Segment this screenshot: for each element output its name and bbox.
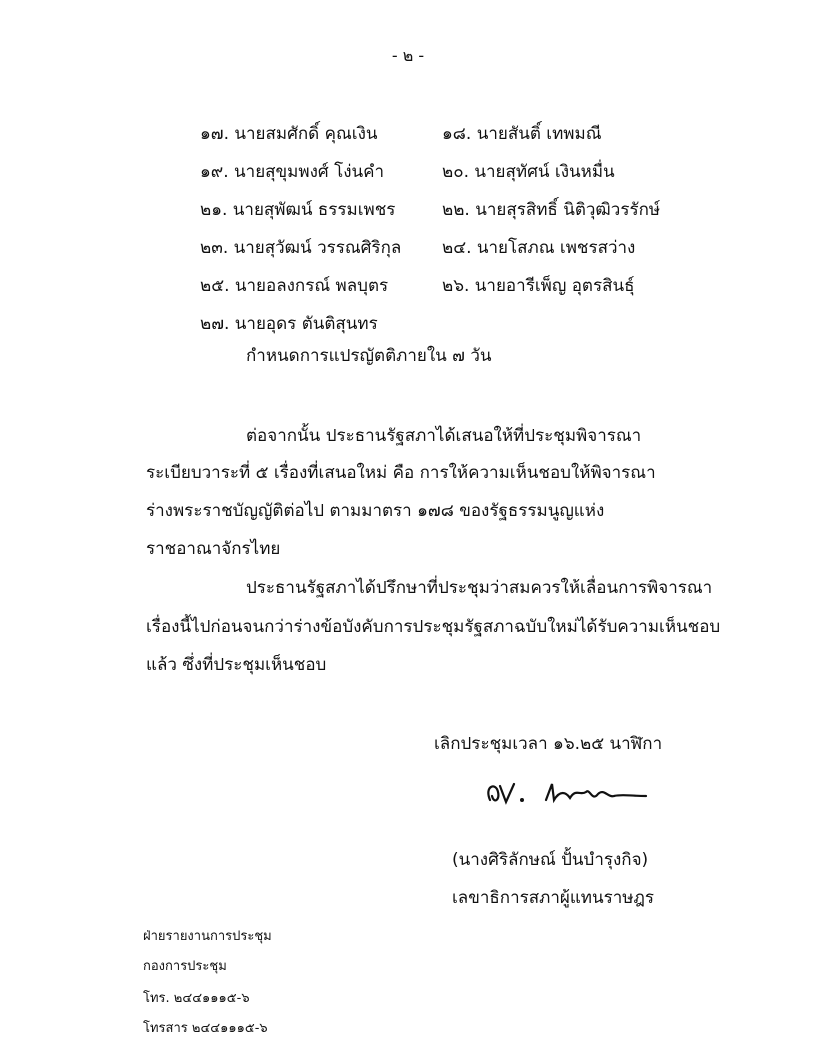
member-20: ๒๐. นายสุทัศน์ เงินหมื่น xyxy=(442,162,615,182)
paragraph1-line4: ราชอาณาจักรไทย xyxy=(146,539,281,559)
amendment-period: กำหนดการแปรญัตติภายใน ๗ วัน xyxy=(246,346,492,366)
footer-fax: โทรสาร ๒๔๔๑๑๑๕-๖ xyxy=(143,1021,268,1036)
member-18: ๑๘. นายสันติ์ เทพมณี xyxy=(442,124,602,144)
member-23: ๒๓. นายสุวัฒน์ วรรณศิริกุล xyxy=(200,238,402,258)
paragraph2-line2: เรื่องนี้ไปก่อนจนกว่าร่างข้อบังคับการประชุมรัฐสภาฉบับใหม่ได้รับความเห็นชอบ xyxy=(146,617,721,637)
footer-department: ฝ่ายรายงานการประชุม xyxy=(143,929,272,944)
footer-telephone: โทร. ๒๔๔๑๑๑๕-๖ xyxy=(143,991,250,1006)
handwritten-signature xyxy=(480,776,650,812)
member-24: ๒๔. นายโสภณ เพชรสว่าง xyxy=(442,238,636,258)
member-27: ๒๗. นายอุดร ตันติสุนทร xyxy=(200,314,378,334)
paragraph2-line1: ประธานรัฐสภาได้ปรึกษาที่ประชุมว่าสมควรให้เลื่อนการพิจารณา xyxy=(246,578,713,598)
adjourned-time: เลิกประชุมเวลา ๑๖.๒๕ นาฬิกา xyxy=(434,734,663,754)
footer-division: กองการประชุม xyxy=(143,959,227,974)
paragraph1-line1: ต่อจากนั้น ประธานรัฐสภาได้เสนอให้ที่ประชุมพิจารณา xyxy=(246,426,642,446)
paragraph2-line3: แล้ว ซึ่งที่ประชุมเห็นชอบ xyxy=(146,655,327,675)
signatory-name: (นางศิริลักษณ์ ปั้นบำรุงกิจ) xyxy=(452,850,649,870)
paragraph1-line3: ร่างพระราชบัญญัติต่อไป ตามมาตรา ๑๗๘ ของรัฐธรรมนูญแห่ง xyxy=(146,501,605,521)
signatory-title: เลขาธิการสภาผู้แทนราษฎร xyxy=(452,888,655,908)
member-22: ๒๒. นายสุรสิทธิ์ นิติวุฒิวรรักษ์ xyxy=(442,200,661,220)
paragraph1-line2: ระเบียบวาระที่ ๕ เรื่องที่เสนอใหม่ คือ การให้ความเห็นชอบให้พิจารณา xyxy=(146,463,656,483)
member-21: ๒๑. นายสุพัฒน์ ธรรมเพชร xyxy=(200,200,396,220)
member-25: ๒๕. นายอลงกรณ์ พลบุตร xyxy=(200,276,389,296)
member-26: ๒๖. นายอารีเพ็ญ อุตรสินธุ์ xyxy=(442,276,635,296)
member-19: ๑๙. นายสุขุมพงศ์ โง่นคำ xyxy=(200,162,385,182)
member-17: ๑๗. นายสมศักดิ์ คุณเงิน xyxy=(200,124,378,144)
page-number: - ๒ - xyxy=(391,46,425,65)
